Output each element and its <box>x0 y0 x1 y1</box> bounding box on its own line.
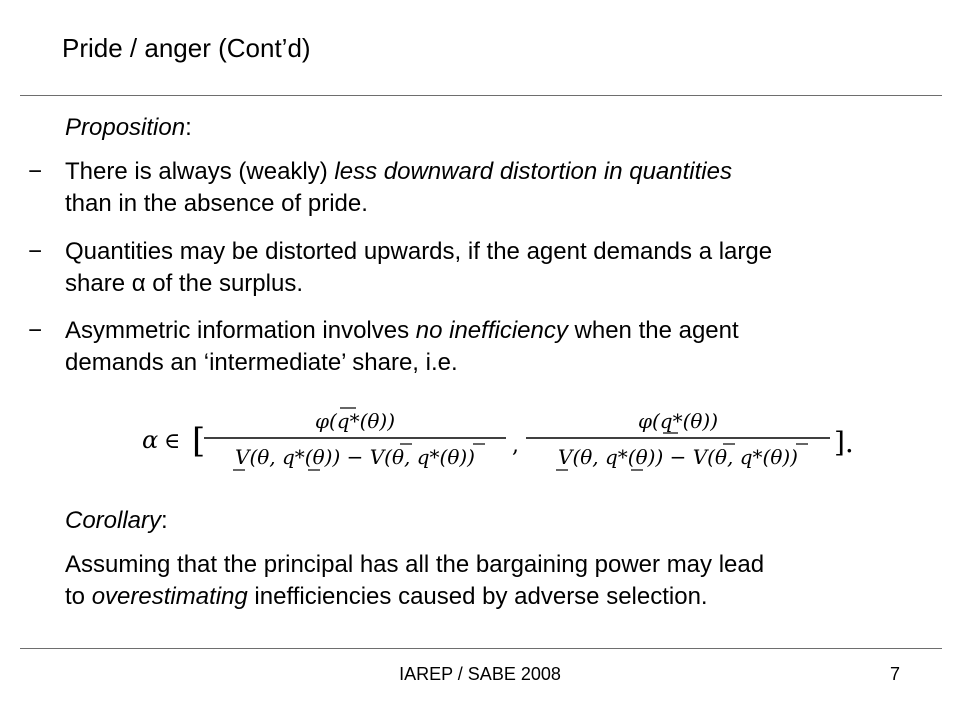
bullet-2-line2: share α of the surplus. <box>65 270 303 297</box>
slide-title: Pride / anger (Cont’d) <box>62 33 311 63</box>
formula-numerator-2: φ(q*(θ)) <box>637 409 719 433</box>
footer-divider <box>20 648 942 649</box>
formula-numerator-1: φ(q*(θ)) <box>314 409 396 433</box>
bullet-dash: − <box>28 158 43 185</box>
formula-denominator-1: V(θ, q*(θ)) − V(θ, q*(θ)) <box>235 445 475 469</box>
formula-element-of: ∈ <box>164 429 181 454</box>
bullet-2-text: Quantities may be distorted upwards, if the agent demands a large <box>65 238 773 265</box>
corollary-line-2-start: to <box>65 583 92 610</box>
formula-comma: , <box>512 433 519 458</box>
bullet-1-text: There is always (weakly) <box>65 158 335 185</box>
footer-conference: IAREP / SABE 2008 <box>399 664 561 684</box>
corollary-colon: : <box>161 507 168 534</box>
bullet-1-emphasis: less downward distortion in quantities <box>334 158 732 185</box>
corollary-text <box>65 549 925 613</box>
corollary-line-1: Assuming that the principal has all the bargaining power may lead <box>65 551 765 578</box>
corollary-label: Corollary <box>65 507 162 534</box>
corollary-line-2-end: inefficiencies caused by adverse selection. <box>247 583 708 610</box>
formula-open-bracket: [ <box>192 421 206 461</box>
bullet-3 <box>65 315 925 379</box>
bullet-3-line2: demands an ‘intermediate’ share, i.e. <box>65 349 458 376</box>
bullet-3-emphasis: no inefficiency <box>415 317 568 344</box>
proposition-heading <box>65 112 925 144</box>
formula-alpha: α <box>142 426 159 454</box>
bullet-2 <box>65 236 925 300</box>
formula-denominator-2: V(θ, q*(θ)) − V(θ, q*(θ)) <box>558 445 798 469</box>
proposition-label: Proposition <box>65 114 186 141</box>
proposition-colon: : <box>185 114 192 141</box>
formula-close-bracket: ]. <box>834 426 854 459</box>
bullet-dash: − <box>28 317 43 344</box>
bullet-3-text-tail: when the agent <box>567 317 739 344</box>
page-number: 7 <box>890 664 901 684</box>
bullet-3-text: Asymmetric information involves <box>65 317 416 344</box>
title-divider <box>20 95 942 96</box>
alpha-interval-formula <box>140 400 860 480</box>
corollary-emphasis: overestimating <box>91 583 248 610</box>
bullet-dash: − <box>28 238 43 265</box>
bullet-1 <box>65 156 925 220</box>
corollary-heading <box>65 505 925 537</box>
bullet-1-line2: than in the absence of pride. <box>65 190 368 217</box>
